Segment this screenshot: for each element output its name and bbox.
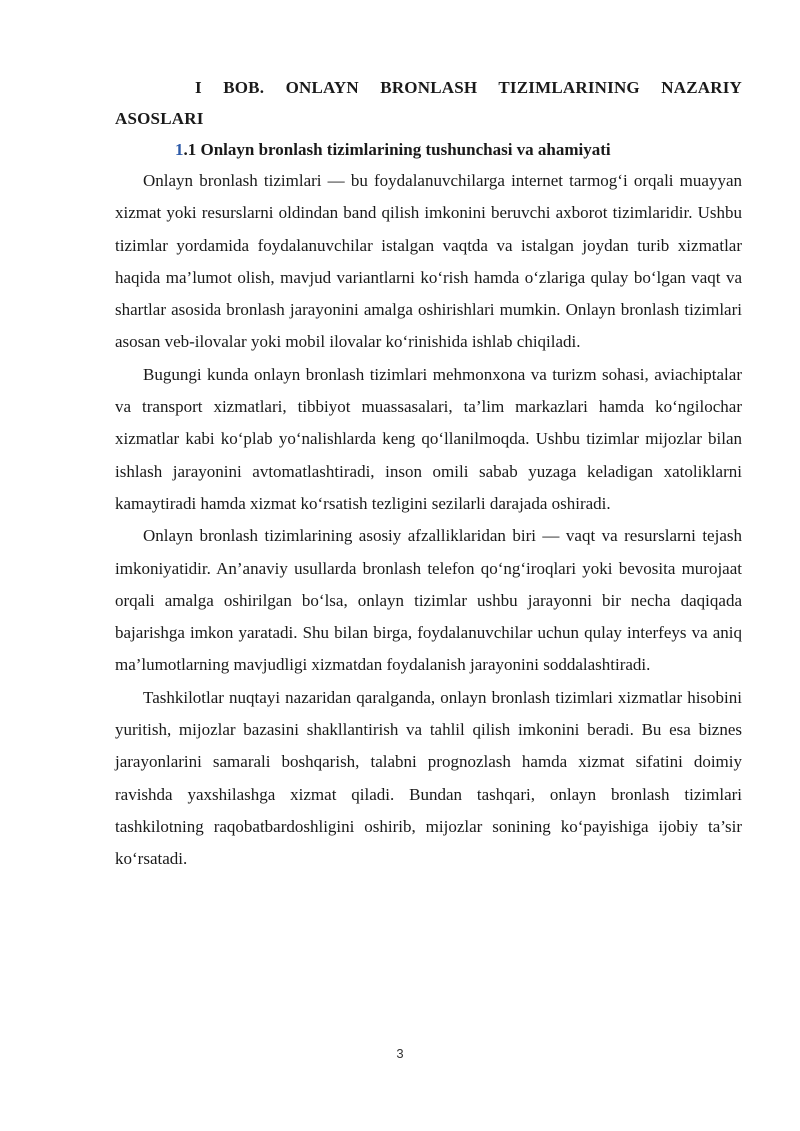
paragraph: Onlayn bronlash tizimlarining asosiy afzalliklaridan biri — vaqt va resurslarni tejash imkoniyatidir. An’anaviy usullarda bronlash telefon qo‘ng‘iroqlari yoki bevosita murojaat orqali amalga oshirilgan bo‘lsa, onlayn tizimlar ushbu jarayonni bir necha daqiqada bajarishga imkon yaratadi. Shu bilan birga, foydalanuvchilar uchun qulay interfeys va aniq ma’lumotlarning mavjudligi xizmatdan foydalanish jarayonini soddalashtiradi.	[115, 526, 742, 675]
chapter-title: I BOB. ONLAYN BRONLASH TIZIMLARINING NAZARIY ASOSLARI	[115, 78, 742, 128]
page-number: 3	[396, 1046, 404, 1061]
paragraph: Tashkilotlar nuqtayi nazaridan qaralganda, onlayn bronlash tizimlari xizmatlar hisobini yuritish, mijozlar bazasini shakllantirish va tahlil qilish imkonini beradi. Bu esa biznes jarayonlarini samarali boshqarish, talabni prognozlash hamda xizmat sifatini doimiy ravishda yaxshilashga xizmat qiladi. Bundan tashqari, onlayn bronlash tizimlari tashkilotning raqobatbardoshligini oshirib, mijozlar sonining ko‘payishiga ijobiy ta’sir ko‘rsatadi.	[115, 687, 742, 869]
paragraph: Onlayn bronlash tizimlari — bu foydalanuvchilarga internet tarmog‘i orqali muayyan xizmat yoki resurslarni oldindan band qilish imkonini beruvchi axborot tizimlaridir. Ushbu tizimlar yordamida foydalanuvchilar istalgan vaqtda va istalgan joydan turib xizmatlar haqida ma’lumot olish, mavjud variantlarni ko‘rish hamda o‘zlariga qulay bo‘lgan vaqt va shartlar asosida bronlash jarayonini amalga oshirishlari mumkin. Onlayn bronlash tizimlari asosan veb-ilovalar yoki mobil ilovalar ko‘rinishida ishlab chiqiladi.	[115, 171, 742, 352]
paragraph: Bugungi kunda onlayn bronlash tizimlari mehmonxona va turizm sohasi, aviachiptalar va transport xizmatlari, tibbiyot muassasalari, ta’lim markazlari hamda ko‘ngilochar xizmatlar kabi ko‘plab yo‘nalishlarda keng qo‘llanilmoqda. Ushbu tizimlar mijozlar bilan ishlash jarayonini avtomatlashtiradi, inson omili sabab yuzaga keladigan xatoliklarni kamaytiradi hamda xizmat ko‘rsatish tezligini sezilarli darajada oshiradi.	[115, 364, 742, 513]
page-content	[115, 72, 742, 876]
section-title-text: Onlayn bronlash tizimlarining tushunchasi va ahamiyati	[196, 140, 611, 159]
section-number-prefix: 1	[175, 140, 184, 159]
section-title	[115, 134, 742, 165]
section-number-rest: .1	[183, 140, 197, 159]
